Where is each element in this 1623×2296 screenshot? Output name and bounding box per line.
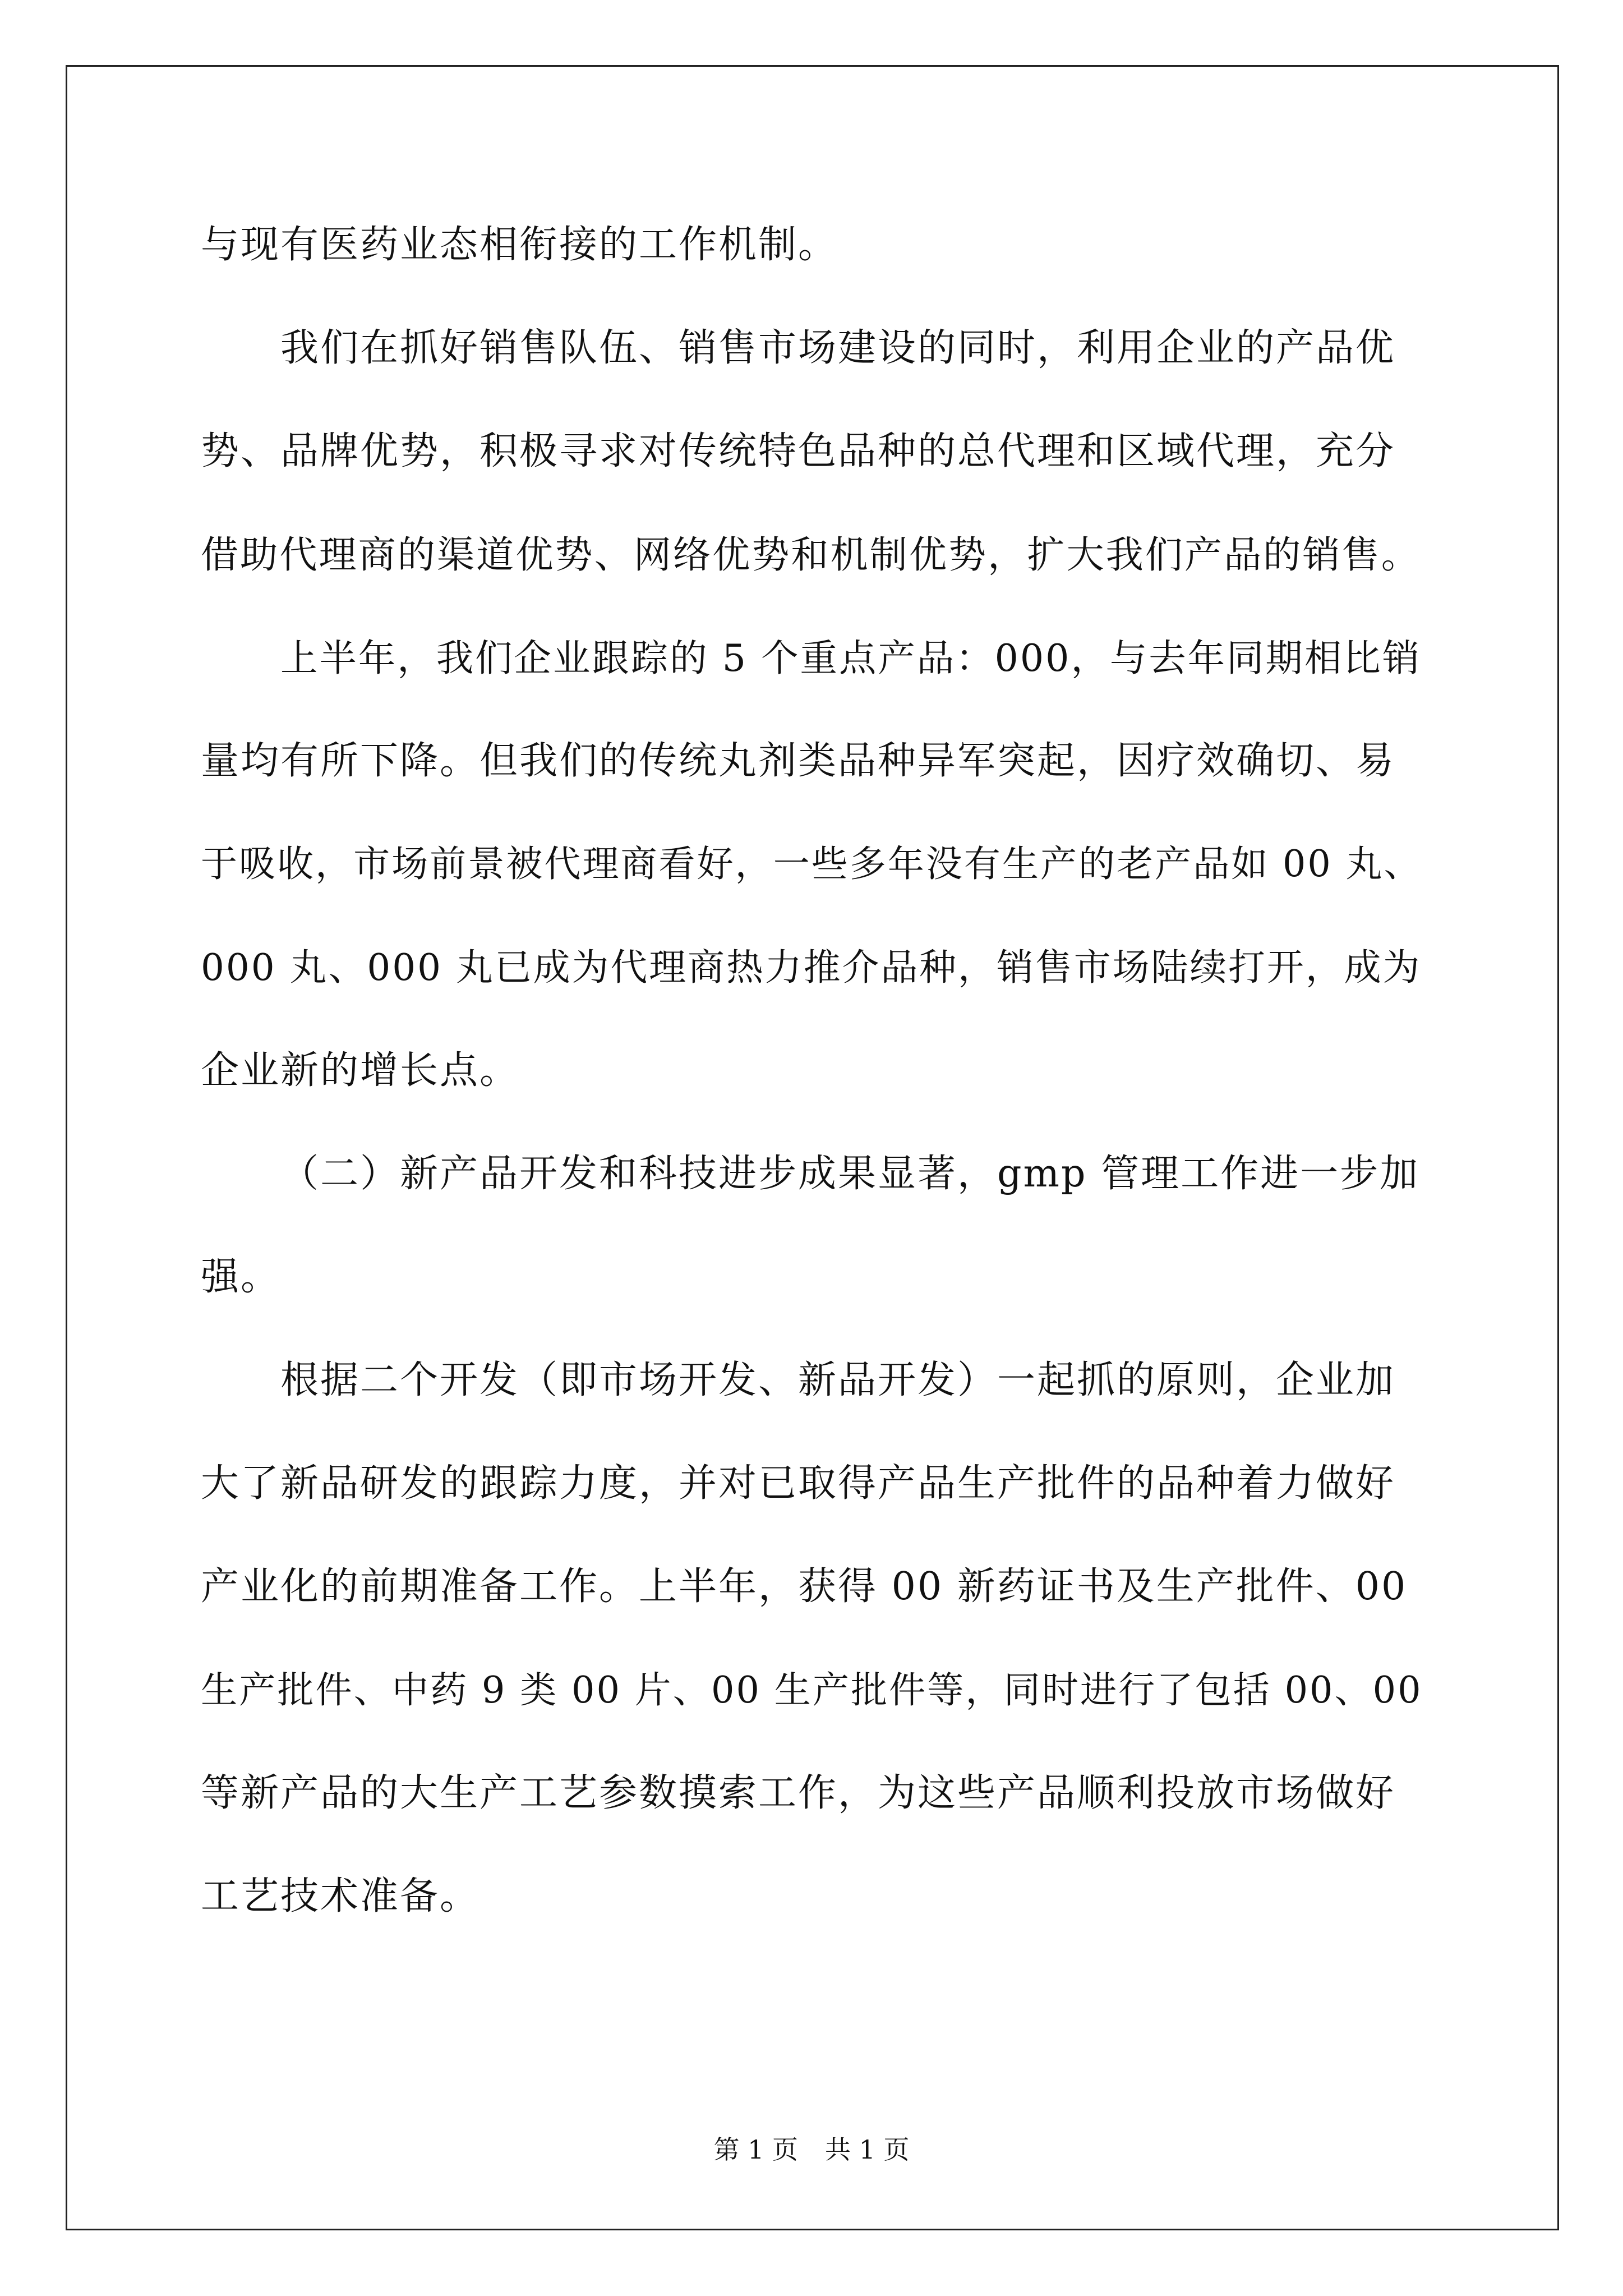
text-line: 产业化的前期准备工作。上半年，获得 00 新药证书及生产批件、00: [201, 1565, 1408, 1609]
text-line: 于吸收，市场前景被代理商看好，一些多年没有生产的老产品如 00 丸、: [201, 843, 1422, 885]
text-line: 000 丸、000 丸已成为代理商热力推介品种，销售市场陆续打开，成为: [201, 946, 1422, 989]
text-line: 强。: [201, 1255, 281, 1299]
text-line: （二）新产品开发和科技进步成果显著，gmp 管理工作进一步加: [280, 1152, 1420, 1196]
text-line: 我们在抓好销售队伍、销售市场建设的同时，利用企业的产品优: [280, 326, 1396, 370]
paragraph-1: [201, 194, 1420, 297]
text-line: 量均有所下降。但我们的传统丸剂类品种异军突起，因疗效确切、易: [201, 739, 1396, 783]
text-line: 借助代理商的渠道优势、网络优势和机制优势，扩大我们产品的销售。: [201, 533, 1421, 577]
text-line: 工艺技术准备。: [201, 1874, 480, 1918]
text-line: 与现有医药业态相衔接的工作机制。: [201, 223, 838, 267]
text-line: 根据二个开发（即市场开发、新品开发）一起抓的原则，企业加: [280, 1358, 1396, 1402]
page-total: 共 1 页: [825, 2134, 910, 2165]
paragraph-2: [201, 297, 1420, 606]
section-heading: [201, 1122, 1420, 1329]
paragraph-4: [201, 1329, 1423, 1948]
text-line: 势、品牌优势，积极寻求对传统特色品种的总代理和区域代理，充分: [201, 429, 1396, 473]
page-footer: [0, 2129, 1623, 2166]
document-body: [201, 194, 1423, 1948]
text-line: 大了新品研发的跟踪力度，并对已取得产品生产批件的品种着力做好: [201, 1461, 1396, 1506]
text-line: 企业新的增长点。: [201, 1048, 520, 1093]
text-line: 等新产品的大生产工艺参数摸索工作，为这些产品顺利投放市场做好: [201, 1771, 1396, 1815]
paragraph-3: [201, 606, 1420, 1122]
text-line: 生产批件、中药 9 类 00 片、00 生产批件等，同时进行了包括 00、00: [201, 1669, 1423, 1711]
page-number: 第 1 页: [713, 2134, 798, 2165]
text-line: 上半年，我们企业跟踪的 5 个重点产品：000，与去年同期相比销: [280, 636, 1422, 680]
